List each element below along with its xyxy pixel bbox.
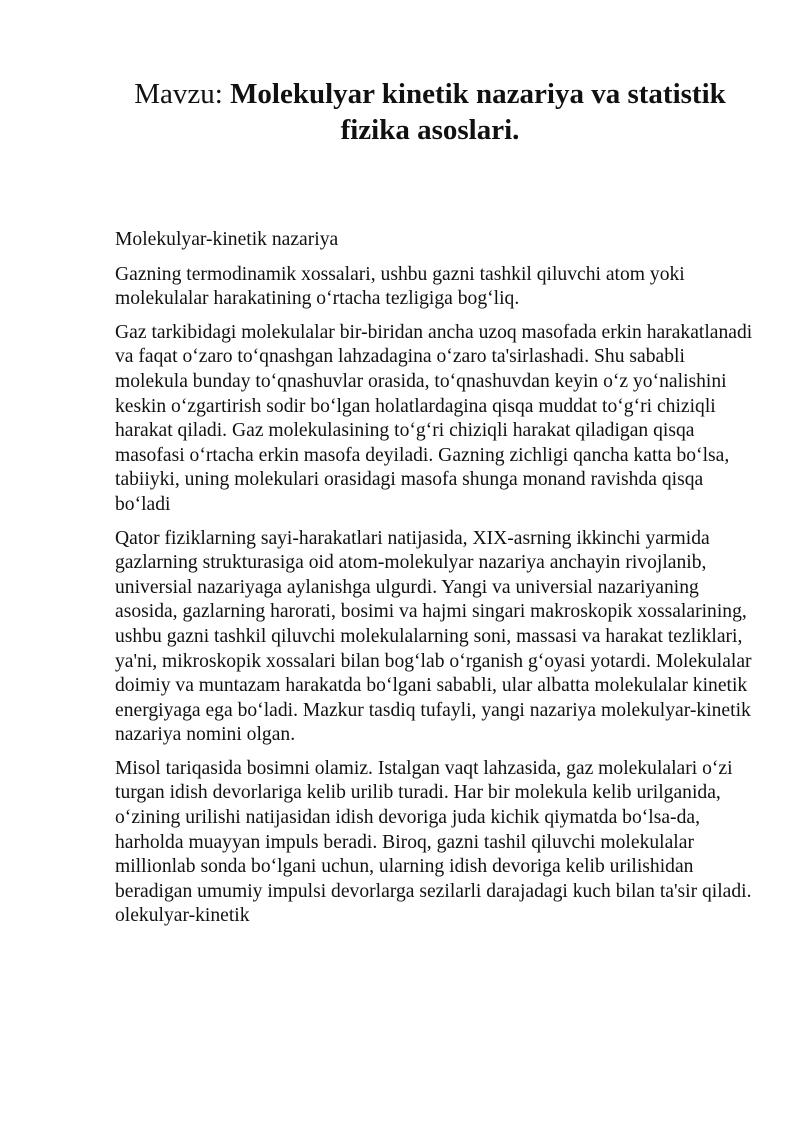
title-main: Molekulyar kinetik nazariya va statistik fizika asoslari. [230, 78, 726, 146]
section-heading: Molekulyar-kinetik nazariya [115, 229, 339, 250]
document-title [100, 76, 760, 148]
paragraph-1: Gazning termodinamik xossalari, ushbu gazni tashkil qiluvchi atom yoki molekulalar harakatining o‘rtacha tezligiga bog‘liq. [115, 263, 685, 310]
paragraph-2: Gaz tarkibidagi molekulalar bir-biridan ancha uzoq masofada erkin harakatlanadi va faqat o‘zaro to‘qnashgan lahzadagina o‘zaro ta'sirlashadi. Shu sababli molekula bunday to‘qnashuvlar orasida, to‘qnashuvdan keyin o‘z yo‘nalishini keskin o‘zgartirish sodir bo‘lgan holatlardagina qisqa muddat to‘g‘ri chiziqli harakat qiladi. Gaz molekulasining to‘g‘ri chiziqli harakat qiladigan qisqa masofasi o‘rtacha erkin masofa deyiladi. Gazning zichligi qancha katta bo‘lsa, tabiiyki, uning molekulari orasidagi masofa shunga monand ravishda qisqa bo‘ladi [115, 321, 753, 515]
document-body [115, 228, 755, 938]
paragraph-3: Qator fiziklarning sayi-harakatlari natijasida, XIX-asrning ikkinchi yarmida gazlarning strukturasiga oid atom-molekulyar nazariya anchayin rivojlanib, universial nazariyaga aylanishga ulgurdi. Yangi va universial nazariyaning asosida, gazlarning harorati, bosimi va hajmi singari makroskopik xossalarining, ushbu gazni tashkil qiluvchi molekulalarning soni, massasi va harakat tezliklari, ya'ni, mikroskopik xossalari bilan bog‘lab o‘rganish g‘oyasi yotardi. Molekulalar doimiy va muntazam harakatda bo‘lgani sababli, ular albatta molekulalar kinetik energiyaga ega bo‘ladi. Mazkur tasdiq tufayli, yangi nazariya molekulyar-kinetik nazariya nomini olgan. [115, 527, 752, 746]
paragraph-4: Misol tariqasida bosimni olamiz. Istalgan vaqt lahzasida, gaz molekulalari o‘zi turgan idish devorlariga kelib urilib turadi. Har bir molekula kelib urilganida, o‘zining urilishi natijasidan idish devoriga juda kichik qiymatda bo‘lsa-da, harholda muayyan impuls beradi. Biroq, gazni tashil qiluvchi molekulalar millionlab sonda bo‘lgani uchun, ularning idish devoriga kelib urilishidan beradigan umumiy impulsi devorlarga sezilarli darajadagi kuch bilan ta'sir qiladi. olekulyar-kinetik [115, 757, 752, 927]
title-prefix: Mavzu: [134, 78, 223, 110]
